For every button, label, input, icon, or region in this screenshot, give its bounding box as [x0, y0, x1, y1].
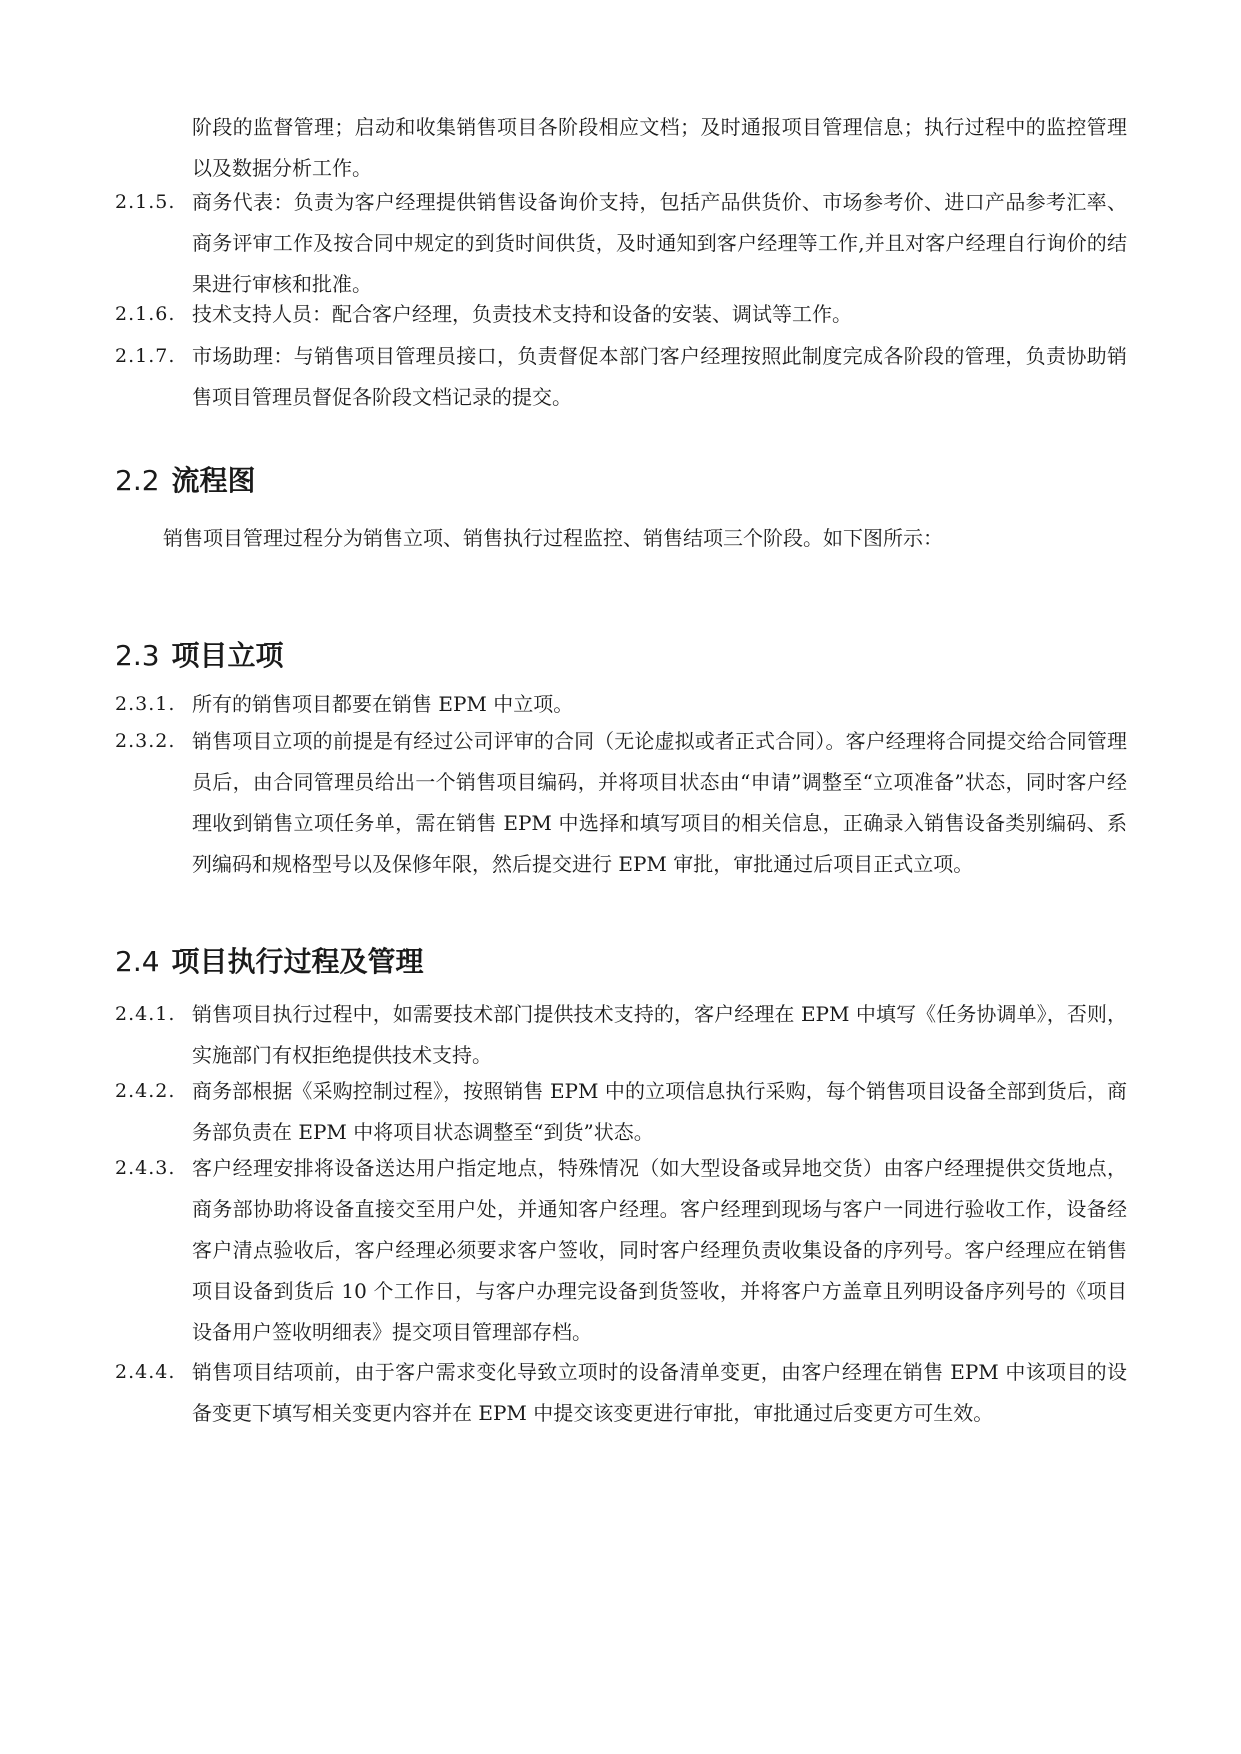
- item-text: 商务代表：负责为客户经理提供销售设备询价支持，包括产品供货价、市场参考价、进口产品参考汇率、商务评审工作及按合同中规定的到货时间供货，及时通知到客户经理等工作,并且对客户经理自行询价的结果进行审核和批准。: [192, 190, 1127, 296]
- section-number: 2.4: [115, 945, 160, 978]
- item-number: 2.4.3.: [115, 1157, 176, 1179]
- item-number: 2.4.2.: [115, 1080, 176, 1102]
- item-text: 商务部根据《采购控制过程》，按照销售 EPM 中的立项信息执行采购，每个销售项目设备全部到货后，商务部负责在 EPM 中将项目状态调整至“到货”状态。: [192, 1079, 1127, 1144]
- section-heading-2-2: [115, 461, 256, 501]
- section-title: 项目执行过程及管理: [171, 945, 424, 978]
- section-heading-2-3: [115, 636, 284, 676]
- section-number: 2.3: [115, 639, 160, 672]
- item-number: 2.1.5.: [115, 191, 176, 213]
- item-number: 2.3.2.: [115, 730, 176, 752]
- item-text: 技术支持人员：配合客户经理，负责技术支持和设备的安装、调试等工作。: [192, 302, 852, 326]
- section-title: 项目立项: [171, 639, 284, 672]
- item-number: 2.1.7.: [115, 345, 176, 367]
- item-number: 2.4.4.: [115, 1361, 176, 1383]
- list-item-2-1-7: [115, 336, 1127, 418]
- item-text: 销售项目执行过程中，如需要技术部门提供技术支持的，客户经理在 EPM 中填写《任务协调单》，否则，实施部门有权拒绝提供技术支持。: [192, 1002, 1127, 1067]
- item-text: 客户经理安排将设备送达用户指定地点，特殊情况（如大型设备或异地交货）由客户经理提供交货地点，商务部协助将设备直接交至用户处，并通知客户经理。客户经理到现场与客户一同进行验收工作，设备经客户清点验收后，客户经理必须要求客户签收，同时客户经理负责收集设备的序列号。客户经理应在销售项目设备到货后 10 个工作日，与客户办理完设备到货签收，并将客户方盖章且列明设备序列号的《项目设备用户签收明细表》提交项目管理部存档。: [192, 1156, 1127, 1344]
- item-number: 2.3.1.: [115, 693, 176, 715]
- list-item-2-4-4: [115, 1352, 1127, 1434]
- list-item-2-3-2: [115, 721, 1127, 885]
- list-item-2-1-6: [115, 294, 1127, 335]
- list-item-2-4-1: [115, 994, 1127, 1076]
- section-title: 流程图: [171, 464, 256, 497]
- item-number: 2.4.1.: [115, 1003, 176, 1025]
- section-heading-2-4: [115, 942, 424, 982]
- item-text: 销售项目结项前，由于客户需求变化导致立项时的设备清单变更，由客户经理在销售 EPM 中该项目的设备变更下填写相关变更内容并在 EPM 中提交该变更进行审批，审批通过后变更方可生效。: [192, 1360, 1127, 1425]
- list-item-2-4-2: [115, 1071, 1127, 1153]
- item-text: 所有的销售项目都要在销售 EPM 中立项。: [192, 692, 574, 716]
- item-text: 销售项目立项的前提是有经过公司评审的合同（无论虚拟或者正式合同）。客户经理将合同提交给合同管理员后，由合同管理员给出一个销售项目编码，并将项目状态由“申请”调整至“立项准备”状态，同时客户经理收到销售立项任务单，需在销售 EPM 中选择和填写项目的相关信息，正确录入销售设备类别编码、系列编码和规格型号以及保修年限，然后提交进行 EPM 审批，审批通过后项目正式立项。: [192, 729, 1127, 876]
- list-item-2-4-3: [115, 1148, 1127, 1353]
- section-paragraph: 销售项目管理过程分为销售立项、销售执行过程监控、销售结项三个阶段。如下图所示：: [163, 526, 943, 550]
- list-item-2-3-1: [115, 684, 1127, 725]
- section-number: 2.2: [115, 464, 160, 497]
- continued-paragraph: 阶段的监督管理；启动和收集销售项目各阶段相应文档；及时通报项目管理信息；执行过程中的监控管理以及数据分析工作。: [192, 115, 1127, 180]
- list-item-2-1-5: [115, 182, 1127, 305]
- item-text: 市场助理：与销售项目管理员接口，负责督促本部门客户经理按照此制度完成各阶段的管理，负责协助销售项目管理员督促各阶段文档记录的提交。: [192, 344, 1127, 409]
- item-number: 2.1.6.: [115, 303, 176, 325]
